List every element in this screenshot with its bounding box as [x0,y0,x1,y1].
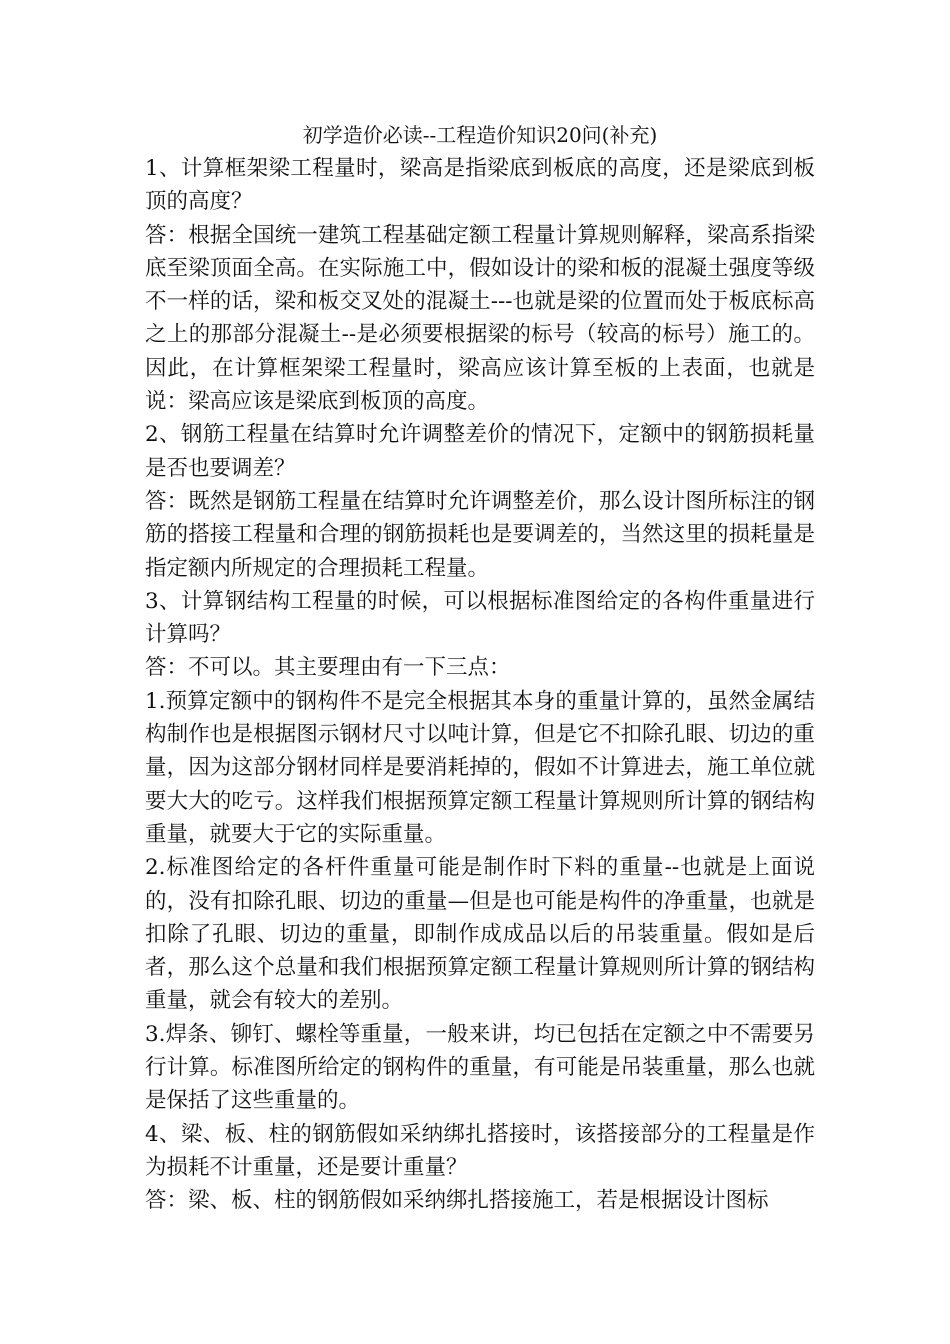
paragraph-a3-point3: 3.焊条、铆钉、螺栓等重量，一般来讲，均已包括在定额之中不需要另行计算。标准图所给定的钢构件的重量，有可能是吊装重量，那么也就是保括了这些重量的。 [145,1021,815,1114]
document-title: 初学造价必读--工程造价知识20问(补充) [302,123,658,147]
paragraph-q2: 2、钢筋工程量在结算时允许调整差价的情况下，定额中的钢筋损耗量是否也要调差？ [145,422,815,481]
paragraph-q4: 4、梁、板、柱的钢筋假如采纳绑扎搭接时，该搭接部分的工程量是作为损耗不计重量，还是要计重量？ [145,1121,815,1180]
paragraph-a2: 答：既然是钢筋工程量在结算时允许调整差价，那么设计图所标注的钢筋的搭接工程量和合理的钢筋损耗也是要调差的，当然这里的损耗量是指定额内所规定的合理损耗工程量。 [145,488,815,581]
paragraph-a3-point1: 1.预算定额中的钢构件不是完全根据其本身的重量计算的，虽然金属结构制作也是根据图示钢材尺寸以吨计算，但是它不扣除孔眼、切边的重量，因为这部分钢材同样是要消耗掉的，假如不计算进去，施工单位就要大大的吃亏。这样我们根据预算定额工程量计算规则所计算的钢结构重量，就要大于它的实际重量。 [145,688,815,847]
paragraph-a4: 答：梁、板、柱的钢筋假如采纳绑扎搭接施工，若是根据设计图标 [145,1188,769,1214]
paragraph-a3: 答：不可以。其主要理由有一下三点： [145,655,511,681]
paragraph-a3-point2: 2.标准图给定的各杆件重量可能是制作时下料的重量--也就是上面说的，没有扣除孔眼、切边的重量—但是也可能是构件的净重量，也就是扣除了孔眼、切边的重量，即制作成成品以后的吊装重量。假如是后者，那么这个总量和我们根据预算定额工程量计算规则所计算的钢结构重量，就会有较大的差别。 [145,855,815,1014]
paragraph-a1: 答：根据全国统一建筑工程基础定额工程量计算规则解释，梁高系指梁底至梁顶面全高。在实际施工中，假如设计的梁和板的混凝土强度等级不一样的话，梁和板交叉处的混凝土---也就是梁的位置而处于板底标高之上的那部分混凝土--是必须要根据梁的标号（较高的标号）施工的。因此，在计算框架梁工程量时，梁高应该计算至板的上表面，也就是说：梁高应该是梁底到板顶的高度。 [145,222,815,415]
paragraph-q1: 1、计算框架梁工程量时，梁高是指梁底到板底的高度，还是梁底到板顶的高度？ [145,156,815,215]
document-body [145,122,815,1218]
paragraph-q3: 3、计算钢结构工程量的时候，可以根据标准图给定的各构件重量进行计算吗？ [145,588,815,648]
